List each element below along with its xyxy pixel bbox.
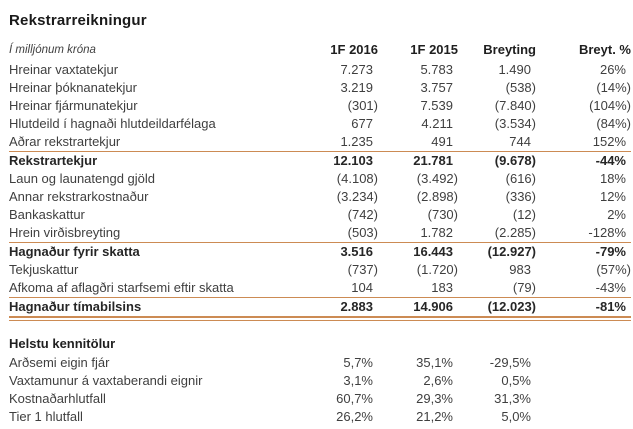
column-header-breyting: Breyting xyxy=(483,42,536,57)
cell-value: 2,6% xyxy=(423,373,453,388)
key-ratios-heading: Helstu kennitölur xyxy=(9,336,116,351)
cell-value: 5.783 xyxy=(420,62,453,77)
cell-value: (3.492) xyxy=(416,171,458,186)
row-label: Hrein virðisbreyting xyxy=(9,225,121,240)
cell-value: 3,1% xyxy=(343,373,373,388)
table-row xyxy=(9,170,631,188)
cell-value: -79% xyxy=(536,243,631,262)
cell-value: (7.840) xyxy=(494,98,536,113)
cell-value xyxy=(536,372,631,390)
cell-value: (3.534) xyxy=(494,116,536,131)
cell-value: (14%) xyxy=(596,80,631,95)
cell-value: 18% xyxy=(599,171,626,186)
cell-value: (2.898) xyxy=(416,189,458,204)
cell-value: 16.443 xyxy=(378,243,458,262)
column-header-breyt-pct: Breyt. % xyxy=(578,42,631,57)
table-row xyxy=(9,152,631,171)
cell-value xyxy=(536,390,631,408)
row-label: Arðsemi eigin fjár xyxy=(9,355,110,370)
cell-value: 14.906 xyxy=(378,298,458,317)
cell-value: (12) xyxy=(512,207,536,222)
cell-value: (2.285) xyxy=(494,225,536,240)
cell-value: (503) xyxy=(347,225,378,240)
table-row xyxy=(9,97,631,115)
cell-value xyxy=(536,354,631,372)
cell-value: 677 xyxy=(351,116,373,131)
row-label: Annar rekstrarkostnaður xyxy=(9,189,149,204)
row-label: Laun og launatengd gjöld xyxy=(9,171,156,186)
table-row xyxy=(9,61,631,79)
cell-value: 21.781 xyxy=(378,152,458,171)
table-row xyxy=(9,298,631,317)
cell-value: 3.516 xyxy=(310,243,378,262)
table-row xyxy=(9,206,631,224)
cell-value: 744 xyxy=(509,134,531,149)
row-label: Aðrar rekstrartekjur xyxy=(9,134,121,149)
row-label: Hreinar fjármunatekjur xyxy=(9,98,138,113)
cell-value: 12.103 xyxy=(310,152,378,171)
cell-value: 4.211 xyxy=(421,116,453,131)
row-label: Bankaskattur xyxy=(9,207,85,222)
cell-value: (1.720) xyxy=(416,262,458,277)
column-header-1f2015: 1F 2015 xyxy=(410,42,458,57)
table-row xyxy=(9,115,631,133)
cell-value: (57%) xyxy=(596,262,631,277)
row-label: Rekstrartekjur xyxy=(9,152,310,171)
cell-value: (301) xyxy=(347,98,378,113)
table-row xyxy=(9,133,631,152)
cell-value: -44% xyxy=(536,152,631,171)
cell-value xyxy=(536,408,631,426)
row-label: Hreinar vaxtatekjur xyxy=(9,62,119,77)
cell-value: 3.219 xyxy=(340,80,373,95)
row-label: Hagnaður tímabilsins xyxy=(9,298,310,317)
row-label: Hagnaður fyrir skatta xyxy=(9,243,310,262)
cell-value: 29,3% xyxy=(416,391,453,406)
cell-value: (730) xyxy=(427,207,458,222)
cell-value: 983 xyxy=(509,262,531,277)
cell-value: 7.539 xyxy=(420,98,453,113)
table-row xyxy=(9,390,631,408)
cell-value: (3.234) xyxy=(336,189,378,204)
cell-value: 152% xyxy=(592,134,626,149)
cell-value: 26,2% xyxy=(336,409,373,424)
cell-value: 491 xyxy=(431,134,453,149)
cell-value: 1.782 xyxy=(420,225,453,240)
table-row xyxy=(9,243,631,262)
cell-value: 183 xyxy=(431,280,453,295)
cell-value: 5,7% xyxy=(343,355,373,370)
cell-value: 104 xyxy=(351,280,373,295)
cell-value: 3.757 xyxy=(420,80,453,95)
table-header-row xyxy=(9,39,631,61)
page-title: Rekstrarreikningur xyxy=(9,12,147,29)
cell-value: -29,5% xyxy=(489,355,531,370)
cell-value: (4.108) xyxy=(336,171,378,186)
row-label: Afkoma af aflagðri starfsemi eftir skatta xyxy=(9,280,234,295)
table-row xyxy=(9,372,631,390)
cell-value: 7.273 xyxy=(340,62,373,77)
cell-value: (336) xyxy=(505,189,536,204)
cell-value: (9.678) xyxy=(458,152,536,171)
cell-value: 1.235 xyxy=(340,134,373,149)
units-subtitle: Í milljónum króna xyxy=(9,44,96,56)
cell-value: (12.023) xyxy=(458,298,536,317)
cell-value: (104%) xyxy=(589,98,631,113)
cell-value: (616) xyxy=(505,171,536,186)
cell-value: 2% xyxy=(607,207,626,222)
cell-value: 0,5% xyxy=(501,373,531,388)
table-row xyxy=(9,279,631,298)
table-row xyxy=(9,79,631,97)
cell-value: (12.927) xyxy=(458,243,536,262)
cell-value: -43% xyxy=(595,280,626,295)
table-row xyxy=(9,354,631,372)
income-statement-table xyxy=(9,39,631,316)
cell-value: 2.883 xyxy=(310,298,378,317)
cell-value: 1.490 xyxy=(498,62,531,77)
table-row xyxy=(9,188,631,206)
table-row xyxy=(9,224,631,243)
cell-value: 12% xyxy=(599,189,626,204)
cell-value: (538) xyxy=(505,80,536,95)
row-label: Tekjuskattur xyxy=(9,262,79,277)
cell-value: -128% xyxy=(588,225,626,240)
cell-value: 26% xyxy=(599,62,626,77)
cell-value: (79) xyxy=(512,280,536,295)
cell-value: 35,1% xyxy=(416,355,453,370)
key-ratios-table xyxy=(9,354,631,426)
row-label: Tier 1 hlutfall xyxy=(9,409,83,424)
row-label: Hreinar þóknanatekjur xyxy=(9,80,137,95)
cell-value: (742) xyxy=(347,207,378,222)
total-double-rule xyxy=(9,316,631,321)
cell-value: -81% xyxy=(536,298,631,317)
cell-value: 60,7% xyxy=(336,391,373,406)
cell-value: (737) xyxy=(347,262,378,277)
cell-value: 5,0% xyxy=(501,409,531,424)
column-header-1f2016: 1F 2016 xyxy=(330,42,378,57)
cell-value: 21,2% xyxy=(416,409,453,424)
table-row xyxy=(9,408,631,426)
table-row xyxy=(9,261,631,279)
row-label: Vaxtamunur á vaxtaberandi eignir xyxy=(9,373,203,388)
cell-value: (84%) xyxy=(596,116,631,131)
cell-value: 31,3% xyxy=(494,391,531,406)
row-label: Kostnaðarhlutfall xyxy=(9,391,106,406)
row-label: Hlutdeild í hagnaði hlutdeildarfélaga xyxy=(9,116,216,131)
